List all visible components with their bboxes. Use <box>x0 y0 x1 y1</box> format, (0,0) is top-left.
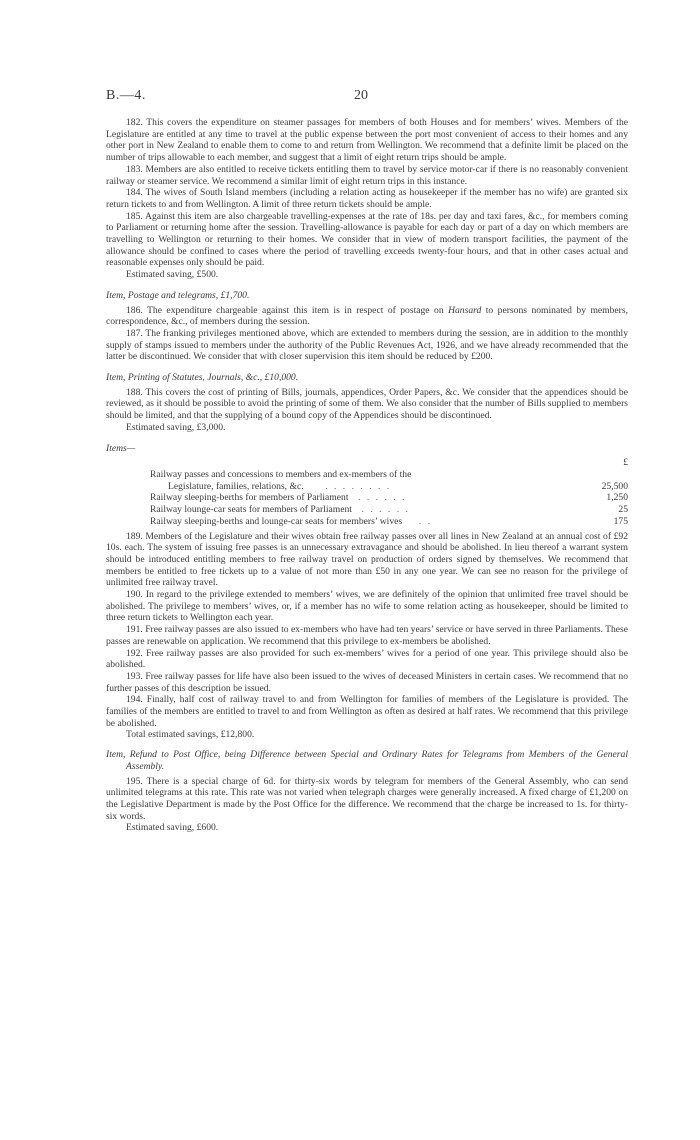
currency-symbol: £ <box>623 457 628 469</box>
row-description-text: Railway lounge-car seats for members of Parliament <box>150 504 352 516</box>
item-heading-postage: Item, Postage and telegrams, £1,700. <box>106 289 250 301</box>
paragraph-191: 191. Free railway passes are also issued to ex-members who have had ten years’ service or have served in three Parliaments. These passes are renewable on application. We recommend that this privilege to ex-members be abolished. <box>106 624 628 647</box>
table-row <box>150 492 628 504</box>
row-description <box>150 504 584 516</box>
paragraph-195: 195. There is a special charge of 6d. for thirty-six words by telegram for members of the General Assembly, who can send unlimited telegrams at this rate. This rate was not varied when telegraph charges were generally increased. A fixed charge of £1,200 on the Legislative Department is made by the Post Office for the difference. We recommend that the charge be increased to 1s. for thirty-six words. <box>106 775 628 822</box>
total-estimated-savings: Total estimated savings, £12,800. <box>126 729 255 741</box>
row-description-text: Railway sleeping-berths and lounge-car seats for members’ wives <box>150 515 403 527</box>
paragraph-184: 184. The wives of South Island members (including a relation acting as housekeeper if the member has no wife) are granted six return tickets to and from Wellington. A limit of three return tickets should be ample. <box>106 187 628 210</box>
paragraph-194: 194. Finally, half cost of railway travel to and from Wellington for families of members of the Legislature is provided. The families of the members are entitled to travel to and from Wellington as often as desired at half rates. We recommend that this privilege be abolished. <box>106 694 628 729</box>
paragraph-193: 193. Free railway passes for life have also been issued to the wives of deceased Ministers in certain cases. We recommend that no further passes of this description be issued. <box>106 670 628 694</box>
table-row <box>150 504 628 516</box>
table-header-row <box>150 457 628 469</box>
row-description-text: Railway sleeping-berths for members of Parliament <box>150 492 349 504</box>
items-heading: Items— <box>106 442 136 454</box>
paragraph-187: 187. The franking privileges mentioned above, which are extended to members during the session, are in addition to the monthly supply of stamps issued to members under the authority of the Public Revenues Act, 1926, and we have already recommended that the latter be discontinued. We consider that with closer supervision this item should be reduced by £200. <box>106 327 628 363</box>
row-amount: 175 <box>613 515 628 527</box>
row-amount: 25 <box>618 504 628 516</box>
paragraph-186 <box>106 305 628 328</box>
row-description <box>150 516 584 528</box>
railway-cost-table <box>150 457 628 527</box>
paragraph-183: 183. Members are also entitled to receive tickets entitling them to travel by service motor-car if there is no reasonably convenient railway or steamer service. We recommend a similar limit of eight return trips in this instance. <box>106 163 628 187</box>
estimated-saving: Estimated saving, £3,000. <box>126 421 226 433</box>
row-description <box>150 492 584 504</box>
page-number: 20 <box>354 88 368 103</box>
paragraph-192: 192. Free railway passes are also provided for such ex-members’ wives for a period of one year. This privilege should also be abolished. <box>106 647 628 671</box>
paragraph-190: 190. In regard to the privilege extended to members’ wives, we are definitely of the opinion that unlimited free travel should be abolished. The privilege to members’ wives, or, if a member has no wife to some relation acting as housekeeper, should be limited to three return tickets to Wellington each year. <box>106 589 628 624</box>
item-heading-printing: Item, Printing of Statutes, Journals, &c., £10,000. <box>106 372 299 384</box>
estimated-saving: Estimated saving, £500. <box>126 269 219 281</box>
paragraph-189: 189. Members of the Legislature and their wives obtain free railway passes over all lines in New Zealand at an annual cost of £92 10s. each. The system of issuing free passes is an unnecessary extravagance and should be abolished. In lieu thereof a warrant system should be introduced entitling members to free railway travel on production of orders signed by themselves. We recommend that members be entitled to free tickets up to a value of not more than £50 in any one year. We can see no reason for the privilege of unlimited free railway travel. <box>106 530 628 589</box>
paragraph-182: 182. This covers the expenditure on steamer passages for members of both Houses and for members’ wives. Members of the Legislature are entitled at any time to travel at the public expense between the port most convenient of access to their homes and any other port in New Zealand to enable them to come to and return from Wellington. We recommend that a definite limit be placed on the number of trips allowable to each member, and suggest that a limit of eight return trips should be ample. <box>106 117 628 164</box>
paragraph-188: 188. This covers the cost of printing of Bills, journals, appendices, Order Papers, &c. We consider that the appendices should be reviewed, as it should be possible to avoid the printing of some of them. We also consider that the number of Bills supplied to members should be limited, and that the supplying of a bound copy of the Appendices should be discontinued. <box>106 386 628 422</box>
item-heading-refund: Item, Refund to Post Office, being Difference between Special and Ordinary Rates for Telegrams from Members of the General Assembly. <box>106 749 628 772</box>
row-description-continued: Legislature, families, relations, &c. <box>168 480 304 492</box>
estimated-saving: Estimated saving, £600. <box>126 822 219 834</box>
row-description: Railway passes and concessions to members and ex-members of the <box>150 468 412 480</box>
hansard-title: Hansard <box>448 304 482 316</box>
table-row <box>150 516 628 528</box>
leader-dots: . . <box>418 515 433 527</box>
leader-dots: . . . . . . . . <box>325 480 392 492</box>
paragraph-185: 185. Against this item are also chargeable travelling-expenses at the rate of 18s. per day and taxi fares, &c., for members coming to Parliament or returning home after the session. Travelling-allowance is payable for each day or part of a day on which members are travelling to Wellington or returning to their homes. We consider that in view of modern transport facilities, the payment of the allowance should be confined to cases where the period of travelling exceeds twenty-four hours, and that in other cases actual and reasonable expenses only should be paid. <box>106 210 628 269</box>
row-amount: 1,250 <box>606 492 628 504</box>
paragraph-186-text-end: to persons nominated by members, correspondence, &c., of members during the session. <box>106 304 629 328</box>
row-amount: 25,500 <box>601 480 628 492</box>
table-row <box>150 481 628 493</box>
row-description <box>150 481 584 493</box>
document-body <box>106 117 628 834</box>
table-row <box>150 469 628 481</box>
leader-dots: . . . . . . <box>361 504 410 516</box>
document-reference: B.—4. <box>106 88 146 103</box>
leader-dots: . . . . . . <box>358 492 407 504</box>
paragraph-186-text: 186. The expenditure chargeable against this item is in respect of postage on <box>126 304 449 316</box>
